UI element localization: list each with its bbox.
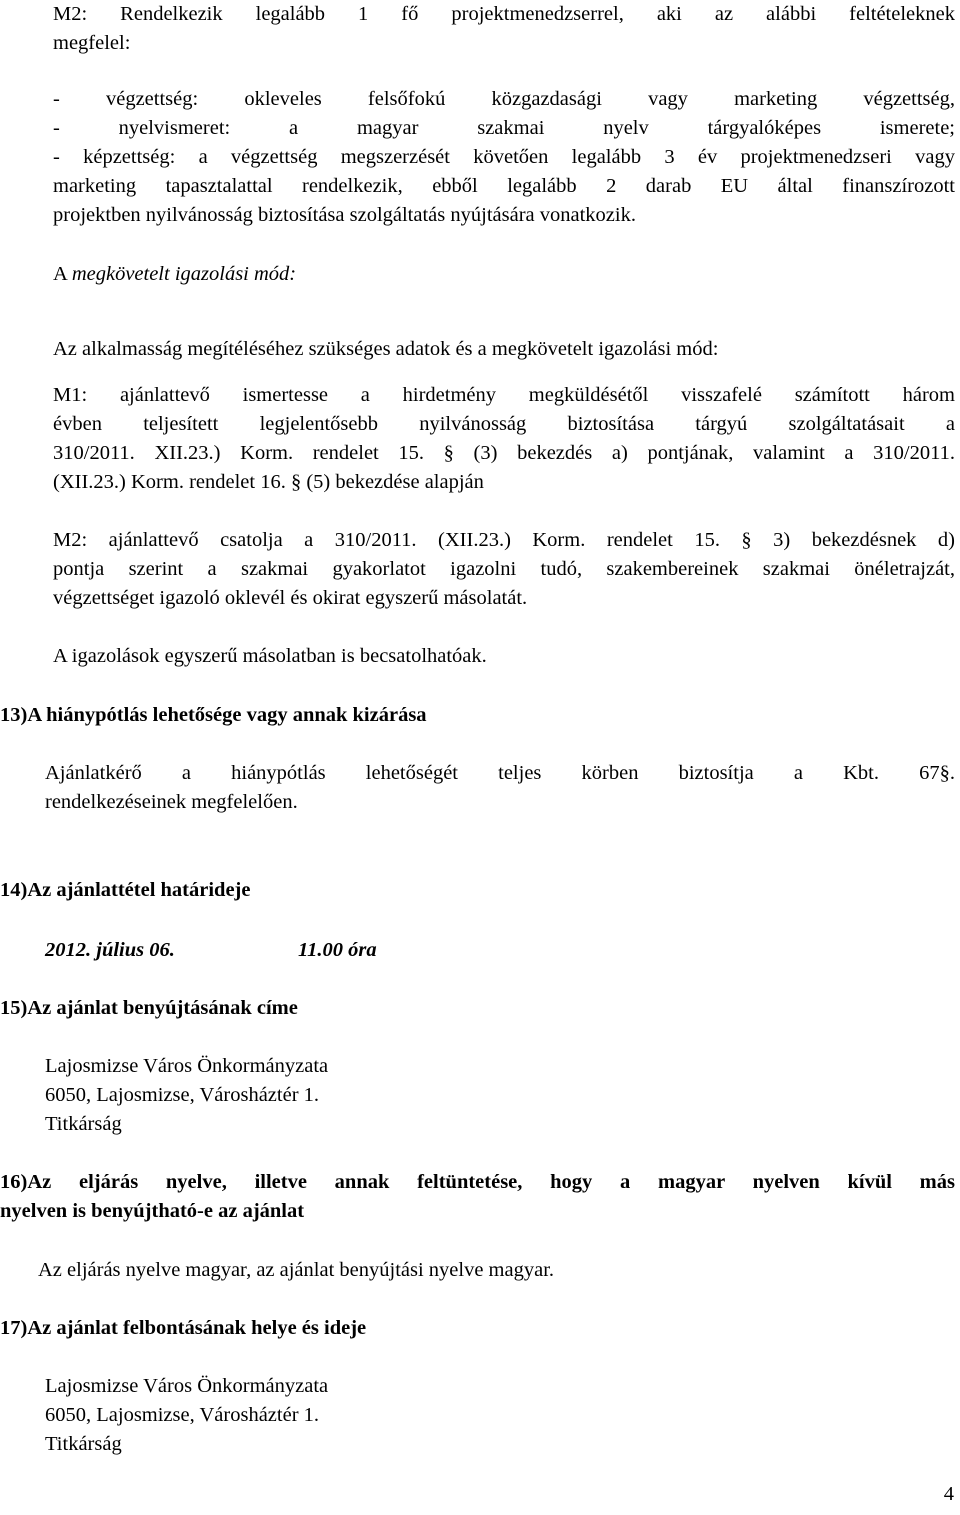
section-13-heading: 13)A hiánypótlás lehetősége vagy annak kizárása bbox=[0, 704, 427, 726]
opening-address bbox=[45, 1372, 328, 1459]
m2-intro-line-2: megfelel: bbox=[53, 32, 131, 54]
m1-line-3: 310/2011. XII.23.) Korm. rendelet 15. § (3) bekezdés a) pontjának, valamint a 310/2011. bbox=[53, 442, 955, 464]
deadline-date: 2012. július 06. bbox=[45, 939, 175, 961]
suitability-statement: Az alkalmasság megítéléséhez szükséges adatok és a megkövetelt igazolási mód: bbox=[53, 338, 719, 360]
submission-address-line-1: Lajosmizse Város Önkormányzata bbox=[45, 1055, 329, 1077]
m1-line-2: évben teljesített legjelentősebb nyilvánosság biztosítása tárgyú szolgáltatásait a bbox=[53, 413, 955, 435]
m2-proof-line-3: végzettséget igazoló oklevél és okirat egyszerű másolatát. bbox=[53, 587, 528, 609]
m2-item-training-line-1: - képzettség: a végzettség megszerzését követően legalább 3 év projektmenedzseri vagy bbox=[53, 146, 955, 168]
page-number: 4 bbox=[943, 1483, 954, 1505]
m2-requirement bbox=[53, 0, 955, 58]
section-13-text bbox=[45, 759, 955, 817]
m2-requirement-list bbox=[53, 85, 955, 230]
m2-item-training-line-2: marketing tapasztalattal rendelkezik, ebből legalább 2 darab EU által finanszírozott bbox=[53, 175, 955, 197]
opening-address-line-1: Lajosmizse Város Önkormányzata bbox=[45, 1375, 329, 1397]
section-13-text-line-2: rendelkezéseinek megfelelően. bbox=[45, 791, 298, 813]
m2-item-education: - végzettség: okleveles felsőfokú közgazdasági vagy marketing végzettség, bbox=[53, 88, 955, 110]
proof-mode-label-italic: megkövetelt igazolási mód: bbox=[71, 263, 297, 285]
section-16-heading bbox=[0, 1168, 955, 1226]
m1-line-4: (XII.23.) Korm. rendelet 16. § (5) bekezdése alapján bbox=[53, 471, 484, 493]
proof-mode-label bbox=[53, 260, 296, 289]
section-16-text: Az eljárás nyelve magyar, az ajánlat benyújtási nyelve magyar. bbox=[38, 1259, 555, 1281]
opening-address-line-3: Titkárság bbox=[45, 1433, 122, 1455]
submission-address-line-2: 6050, Lajosmizse, Városháztér 1. bbox=[45, 1084, 320, 1106]
section-16-heading-line-2: nyelven is benyújtható-e az ajánlat bbox=[0, 1200, 305, 1222]
m1-proof bbox=[53, 381, 955, 497]
section-15-heading: 15)Az ajánlat benyújtásának címe bbox=[0, 997, 298, 1019]
copies-note: A igazolások egyszerű másolatban is becsatolhatóak. bbox=[53, 645, 487, 667]
submission-address-line-3: Titkárság bbox=[45, 1113, 122, 1135]
deadline-time: 11.00 óra bbox=[298, 939, 377, 961]
opening-address-line-2: 6050, Lajosmizse, Városháztér 1. bbox=[45, 1404, 320, 1426]
submission-address bbox=[45, 1052, 328, 1139]
m2-item-training-line-3: projektben nyilvánosság biztosítása szolgáltatás nyújtására vonatkozik. bbox=[53, 204, 636, 226]
section-16-heading-line-1: 16)Az eljárás nyelve, illetve annak feltüntetése, hogy a magyar nyelven kívül más bbox=[0, 1171, 955, 1193]
m1-line-1: M1: ajánlattevő ismertesse a hirdetmény megküldésétől visszafelé számított három bbox=[53, 384, 955, 406]
proof-mode-label-prefix: A bbox=[53, 263, 72, 285]
m2-proof-line-1: M2: ajánlattevő csatolja a 310/2011. (XII.23.) Korm. rendelet 15. § 3) bekezdésnek d) bbox=[53, 529, 955, 551]
m2-intro-line-1: M2: Rendelkezik legalább 1 fő projektmenedzserrel, aki az alábbi feltételeknek bbox=[53, 3, 955, 25]
m2-item-language: - nyelvismeret: a magyar szakmai nyelv tárgyalóképes ismerete; bbox=[53, 117, 955, 139]
section-14-heading: 14)Az ajánlattétel határideje bbox=[0, 879, 251, 901]
section-13-text-line-1: Ajánlatkérő a hiánypótlás lehetőségét teljes körben biztosítja a Kbt. 67§. bbox=[45, 762, 955, 784]
m2-proof-line-2: pontja szerint a szakmai gyakorlatot igazolni tudó, szakembereinek szakmai önéletrajzát, bbox=[53, 558, 955, 580]
m2-proof bbox=[53, 526, 955, 613]
section-17-heading: 17)Az ajánlat felbontásának helye és ideje bbox=[0, 1317, 367, 1339]
